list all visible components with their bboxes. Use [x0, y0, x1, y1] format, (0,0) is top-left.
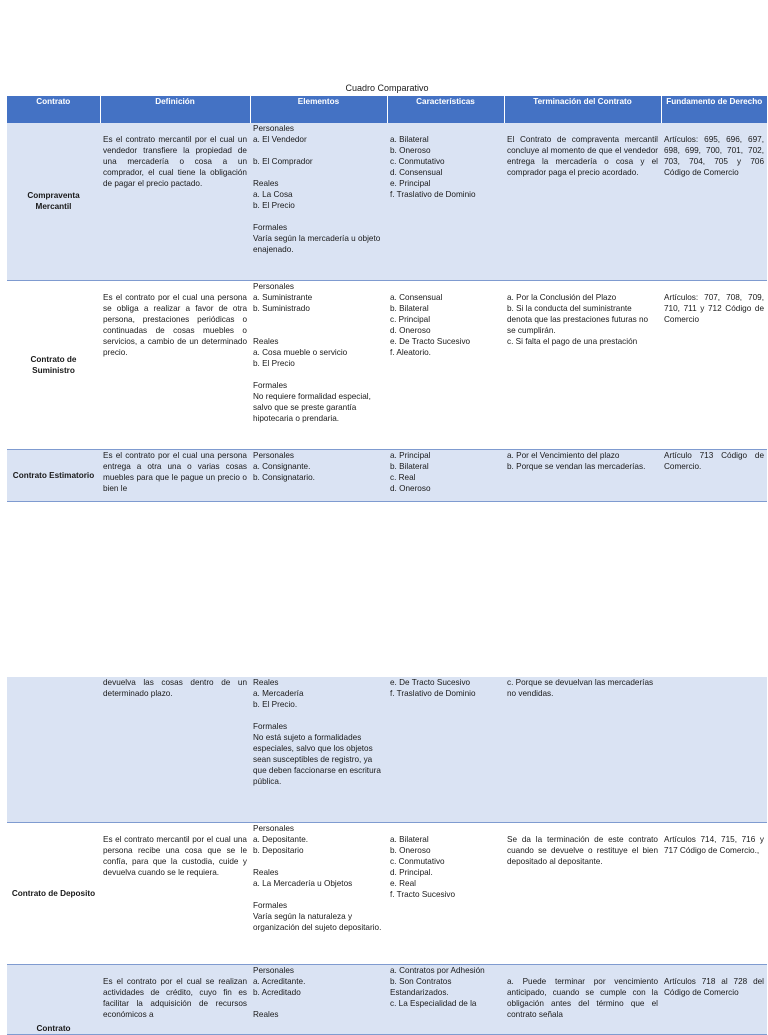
- elementos-cell: Personales a. Acreditante. b. Acreditado Reales: [250, 964, 387, 1034]
- fundamento-cell: Artículos 718 al 728 del Código de Comercio: [661, 964, 767, 1034]
- header-row: [7, 96, 767, 123]
- header-fundamento: Fundamento de Derecho: [661, 96, 767, 123]
- terminacion-cell: c. Porque se devuelvan las mercaderías no vendidas.: [504, 677, 661, 822]
- row-deposito: [7, 822, 767, 964]
- definicion-cell: devuelva las cosas dentro de un determinado plazo.: [100, 677, 250, 822]
- comparison-table-page-2: [7, 677, 767, 1035]
- header-elementos: Elementos: [250, 96, 387, 123]
- definicion-cell: Es el contrato por el cual se realizan actividades de crédito, cuyo fin es facilitar la adquisición de recursos económicos a: [100, 964, 250, 1034]
- header-caracteristicas: Características: [387, 96, 504, 123]
- elementos-cell: Personales a. Suministrante b. Suministrado Reales a. Cosa mueble o servicio b. El Precio Formales No requiere formalidad especial, salvo que se preste garantía hipotecaria o prendaria.: [250, 280, 387, 449]
- caracteristicas-cell: a. Bilateral b. Oneroso c. Conmutativo d. Principal. e. Real f. Tracto Sucesivo: [387, 822, 504, 964]
- table-caption: Cuadro Comparativo: [345, 83, 429, 93]
- terminacion-cell: a. Puede terminar por vencimiento anticipado, cuando se cumple con la obligación antes del término que el contrato señala: [504, 964, 661, 1034]
- caracteristicas-cell: a. Bilateral b. Oneroso c. Conmutativo d. Consensual e. Principal f. Traslativo de Dominio: [387, 123, 504, 280]
- comparison-table-page-1: [7, 96, 767, 502]
- terminacion-cell: El Contrato de compraventa mercantil concluye al momento de que el vendedor entrega la mercadería o cosa y el comprador paga el precio acordado.: [504, 123, 661, 280]
- fundamento-cell: Artículos: 695, 696, 697, 698, 699, 700, 701, 702, 703, 704, 705 y 706 Código de Comercio: [661, 123, 767, 280]
- fundamento-cell: Artículo 713 Código de Comercio.: [661, 449, 767, 501]
- definicion-cell: Es el contrato por el cual una persona entrega a otra una o varias cosas muebles para que le pague un precio o bien le: [100, 449, 250, 501]
- row-name: Compraventa Mercantil: [7, 123, 100, 280]
- row-estimatorio: [7, 449, 767, 501]
- elementos-cell: Reales a. Mercadería b. El Precio. Formales No está sujeto a formalidades especiales, salvo que los objetos sean susceptibles de registro, ya que deben faccionarse en escritura pública.: [250, 677, 387, 822]
- definicion-cell: Es el contrato mercantil por el cual un vendedor transfiere la propiedad de una mercadería o cosa a un comprador, el cual tiene la obligación de pagar el precio pactado.: [100, 123, 250, 280]
- caracteristicas-cell: a. Consensual b. Bilateral c. Principal d. Oneroso e. De Tracto Sucesivo f. Aleatorio.: [387, 280, 504, 449]
- terminacion-cell: Se da la terminación de este contrato cuando se devuelve o restituye el bien depositado al depositante.: [504, 822, 661, 964]
- header-terminacion: Terminación del Contrato: [504, 96, 661, 123]
- fundamento-cell: Artículos 714, 715, 716 y 717 Código de Comercio.,: [661, 822, 767, 964]
- elementos-cell: Personales a. Depositante. b. Depositario Reales a. La Mercadería u Objetos Formales Varía según la naturaleza y organización del sujeto depositario.: [250, 822, 387, 964]
- row-estimatorio-continued: [7, 677, 767, 822]
- caracteristicas-cell: a. Contratos por Adhesión b. Son Contratos Estandarizados. c. La Especialidad de la: [387, 964, 504, 1034]
- row-name: Contrato de Suministro: [7, 280, 100, 449]
- header-contrato: Contrato: [7, 96, 100, 123]
- fundamento-cell: [661, 677, 767, 822]
- elementos-cell: Personales a. Consignante. b. Consignatario.: [250, 449, 387, 501]
- row-suministro: [7, 280, 767, 449]
- row-name: Contrato de Deposito: [7, 822, 100, 964]
- terminacion-cell: a. Por el Vencimiento del plazo b. Porque se vendan las mercaderías.: [504, 449, 661, 501]
- fundamento-cell: Artículos: 707, 708, 709, 710, 711 y 712 Código de Comercio: [661, 280, 767, 449]
- row-name-empty: [7, 677, 100, 822]
- definicion-cell: Es el contrato por el cual una persona se obliga a realizar a favor de otra persona, prestaciones periódicas o continuadas de cosas muebles o servicios, a cambio de un determinado precio.: [100, 280, 250, 449]
- definicion-cell: Es el contrato mercantil por el cual una persona recibe una cosa que se le confía, para que la custodia, cuide y devuelva cuando se le requiera.: [100, 822, 250, 964]
- header-definicion: Definición: [100, 96, 250, 123]
- row-name: Contrato: [7, 964, 100, 1034]
- row-compraventa: [7, 123, 767, 280]
- elementos-cell: Personales a. El Vendedor b. El Comprador Reales a. La Cosa b. El Precio Formales Varía según la mercadería u objeto enajenado.: [250, 123, 387, 280]
- row-name: Contrato Estimatorio: [7, 449, 100, 501]
- terminacion-cell: a. Por la Conclusión del Plazo b. Si la conducta del suministrante denota que las prestaciones futuras no se cumplirán. c. Si falta el pago de una prestación: [504, 280, 661, 449]
- caracteristicas-cell: a. Principal b. Bilateral c. Real d. Oneroso: [387, 449, 504, 501]
- caracteristicas-cell: e. De Tracto Sucesivo f. Traslativo de Dominio: [387, 677, 504, 822]
